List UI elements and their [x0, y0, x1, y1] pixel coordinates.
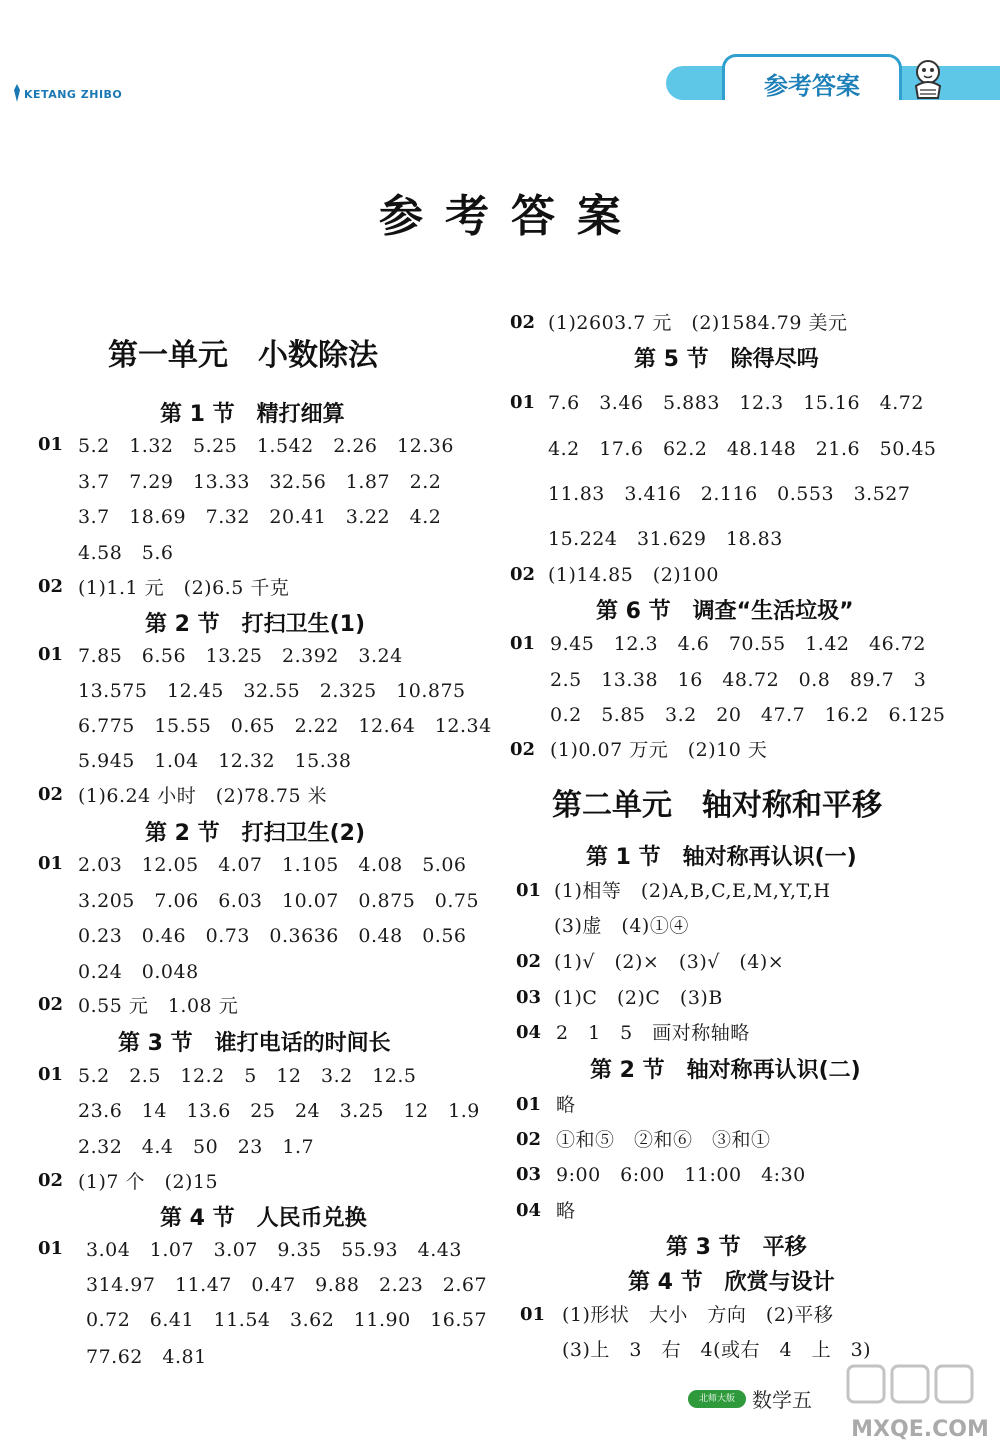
- answer-line: 15.224 31.629 18.83: [548, 528, 783, 550]
- answer-line: 5.2 1.32 5.25 1.542 2.26 12.36: [78, 435, 454, 457]
- question-number: 04: [516, 1200, 542, 1221]
- question-number: 02: [38, 1170, 64, 1191]
- question-number: 02: [516, 951, 542, 972]
- answer-line: 314.97 11.47 0.47 9.88 2.23 2.67: [86, 1274, 488, 1296]
- question-number: 01: [520, 1304, 546, 1325]
- question-number: 01: [38, 644, 64, 665]
- question-number: 02: [38, 784, 64, 805]
- answer-line: 3.7 18.69 7.32 20.41 3.22 4.2: [78, 506, 442, 528]
- answer-line: 11.83 3.416 2.116 0.553 3.527: [548, 483, 911, 505]
- question-number: 02: [510, 564, 536, 585]
- answer-line: 4.2 17.6 62.2 48.148 21.6 50.45: [548, 438, 937, 460]
- answer-line: (1)形状 大小 方向 (2)平移: [562, 1304, 834, 1326]
- answer-line: 略: [556, 1200, 576, 1222]
- section-title: 第 3 节 平移: [666, 1235, 807, 1260]
- section-title: 第 2 节 打扫卫生(1): [145, 612, 366, 637]
- answer-line: 2.32 4.4 50 23 1.7: [78, 1136, 315, 1158]
- answer-line: 7.6 3.46 5.883 12.3 15.16 4.72: [548, 392, 924, 414]
- answer-line: 6.775 15.55 0.65 2.22 12.64 12.34: [78, 715, 492, 737]
- section-title: 第 5 节 除得尽吗: [634, 347, 819, 372]
- answer-line: 2 1 5 画对称轴略: [556, 1022, 750, 1044]
- answer-line: 5.945 1.04 12.32 15.38: [78, 750, 352, 772]
- section-title: 第 3 节 谁打电话的时间长: [118, 1031, 391, 1056]
- answer-line: 3.7 7.29 13.33 32.56 1.87 2.2: [78, 471, 442, 493]
- question-number: 01: [38, 1238, 64, 1259]
- brand-logo-icon: [14, 84, 20, 102]
- question-number: 02: [510, 312, 536, 333]
- answer-line: (1)0.07 万元 (2)10 天: [550, 739, 768, 761]
- question-number: 02: [38, 576, 64, 597]
- answer-line: (1)C (2)C (3)B: [554, 987, 723, 1009]
- answer-line: 7.85 6.56 13.25 2.392 3.24: [78, 645, 403, 667]
- question-number: 01: [38, 1064, 64, 1085]
- section-title: 第 4 节 人民币兑换: [160, 1206, 367, 1231]
- answer-line: (1)1.1 元 (2)6.5 千克: [78, 577, 290, 599]
- section-title: 第 4 节 欣赏与设计: [628, 1270, 835, 1295]
- page-header: [0, 0, 1000, 120]
- unit-title: 第二单元 轴对称和平移: [552, 788, 882, 823]
- answer-line: (1)2603.7 元 (2)1584.79 美元: [548, 312, 848, 334]
- section-title: 第 2 节 打扫卫生(2): [145, 821, 366, 846]
- answer-line: 2.5 13.38 16 48.72 0.8 89.7 3: [550, 669, 927, 691]
- answer-line: 4.58 5.6: [78, 542, 174, 564]
- answer-line: 0.55 元 1.08 元: [78, 995, 239, 1017]
- answer-line: 略: [556, 1094, 576, 1116]
- question-number: 03: [516, 987, 542, 1008]
- answer-line: 9:00 6:00 11:00 4:30: [556, 1164, 806, 1186]
- section-title: 第 6 节 调查“生活垃圾”: [596, 599, 854, 624]
- answer-line: (1)14.85 (2)100: [548, 564, 719, 586]
- section-title: 第 1 节 轴对称再认识(一): [586, 845, 857, 870]
- question-number: 03: [516, 1164, 542, 1185]
- answer-line: (3)虚 (4)①④: [554, 915, 689, 937]
- question-number: 02: [38, 994, 64, 1015]
- section-title: 第 2 节 轴对称再认识(二): [590, 1058, 861, 1083]
- section-title: 第 1 节 精打细算: [160, 402, 345, 427]
- question-number: 01: [510, 392, 536, 413]
- watermark: [840, 1360, 1000, 1446]
- edition-badge: 北师大版: [688, 1390, 746, 1408]
- answer-line: 2.03 12.05 4.07 1.105 4.08 5.06: [78, 854, 467, 876]
- answer-line: (1)相等 (2)A,B,C,E,M,Y,T,H: [554, 880, 831, 902]
- question-number: 01: [516, 1094, 542, 1115]
- question-number: 02: [516, 1129, 542, 1150]
- answer-line: 0.24 0.048: [78, 961, 199, 983]
- answer-line: ①和⑤ ②和⑥ ③和①: [556, 1129, 771, 1151]
- answer-line: 3.04 1.07 3.07 9.35 55.93 4.43: [86, 1239, 462, 1261]
- page-title: 参考答案: [379, 191, 643, 242]
- brand-name: KETANG ZHIBO: [24, 88, 123, 101]
- answer-line: (1)√ (2)× (3)√ (4)×: [554, 951, 785, 973]
- watermark-text: MXQE.COM: [851, 1417, 989, 1442]
- answer-line: 0.72 6.41 11.54 3.62 11.90 16.57: [86, 1309, 488, 1331]
- answer-line: 0.23 0.46 0.73 0.3636 0.48 0.56: [78, 925, 467, 947]
- question-number: 04: [516, 1022, 542, 1043]
- answer-line: 13.575 12.45 32.55 2.325 10.875: [78, 680, 466, 702]
- answer-line: 23.6 14 13.6 25 24 3.25 12 1.9: [78, 1100, 480, 1122]
- mascot-icon: [906, 56, 950, 100]
- answer-line: 0.2 5.85 3.2 20 47.7 16.2 6.125: [550, 704, 946, 726]
- answer-line: 5.2 2.5 12.2 5 12 3.2 12.5: [78, 1065, 417, 1087]
- header-tab: [722, 54, 902, 100]
- question-number: 01: [516, 880, 542, 901]
- answer-line: (3)上 3 右 4(或右 4 上 3): [562, 1339, 872, 1361]
- question-number: 02: [510, 739, 536, 760]
- question-number: 01: [38, 853, 64, 874]
- question-number: 01: [38, 434, 64, 455]
- answer-line: 77.62 4.81: [86, 1346, 207, 1368]
- header-tab-label: 参考答案: [764, 72, 860, 100]
- question-number: 01: [510, 633, 536, 654]
- answer-line: (1)7 个 (2)15: [78, 1171, 219, 1193]
- footer-book-title: 数学五: [752, 1388, 812, 1412]
- answer-line: 9.45 12.3 4.6 70.55 1.42 46.72: [550, 633, 926, 655]
- unit-title: 第一单元 小数除法: [108, 338, 378, 373]
- answer-line: 3.205 7.06 6.03 10.07 0.875 0.75: [78, 890, 480, 912]
- answer-line: (1)6.24 小时 (2)78.75 米: [78, 785, 328, 807]
